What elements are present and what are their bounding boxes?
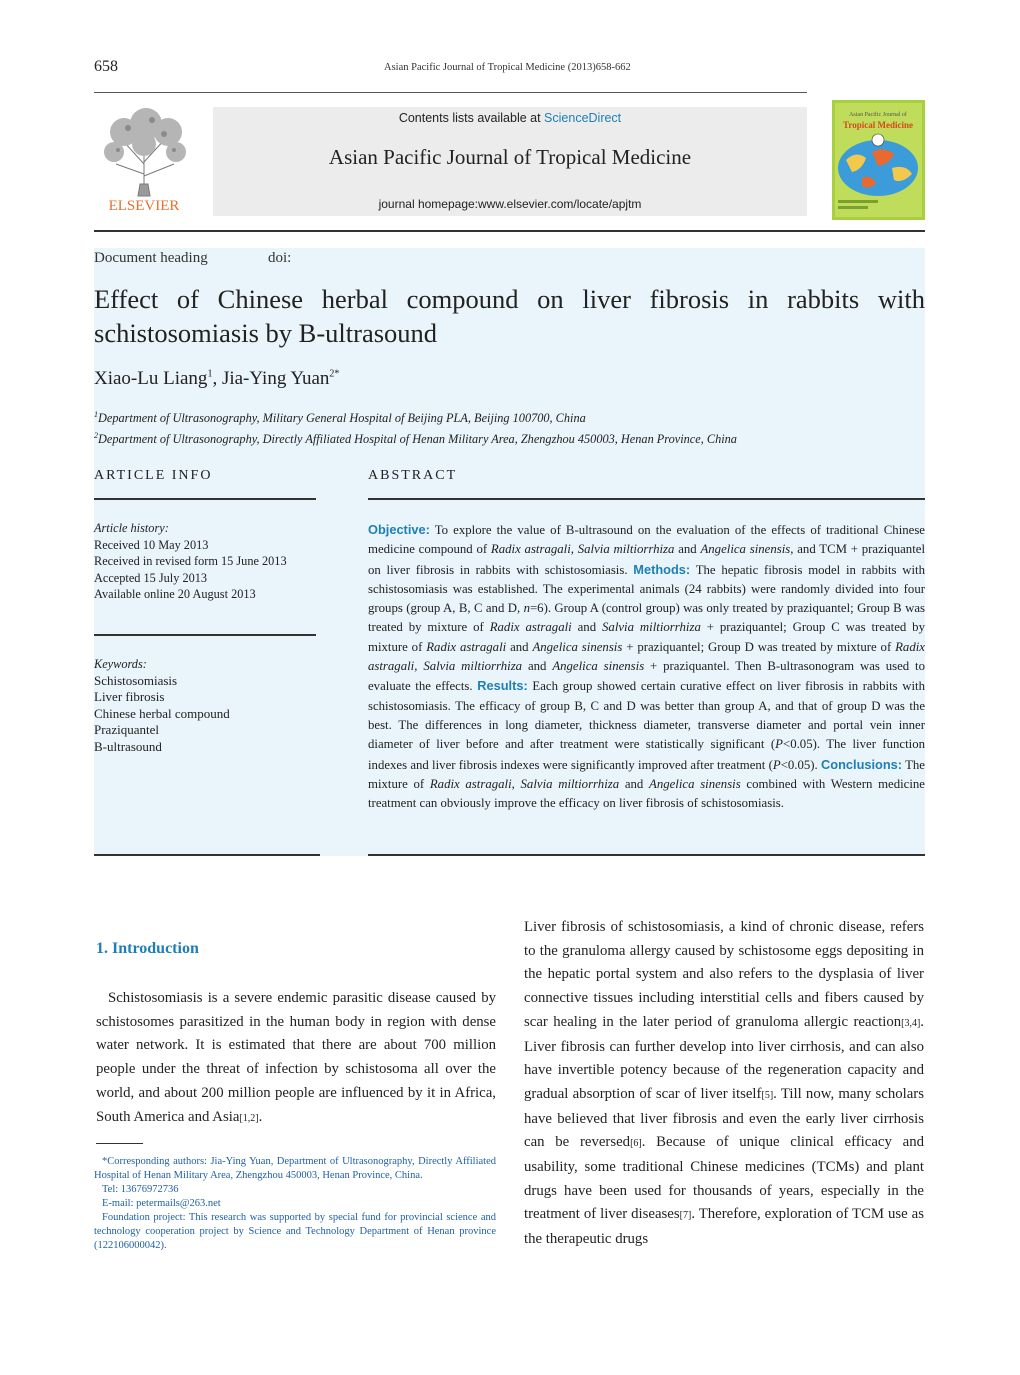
divider (368, 854, 925, 856)
keyword: Schistosomiasis (94, 672, 178, 688)
svg-text:Asian Pacific Journal of: Asian Pacific Journal of (849, 112, 907, 118)
elsevier-logo (94, 104, 194, 216)
keyword: Chinese herbal compound (94, 705, 230, 721)
divider (94, 854, 320, 856)
author-affiliation-mark: 2* (329, 368, 340, 380)
divider (94, 498, 316, 500)
article-info-label: ARTICLE INFO (94, 468, 213, 483)
history-heading: Article history: (94, 521, 169, 535)
abstract-text: Objective: To explore the value of B-ultrasound on the evaluation of the effects of traditional Chinese medicine compound of Radix astragali, Salvia miltiorrhiza and Angelica sinensis, and TCM + praziquantel on liver fibrosis in rabbits with schistosomiasis. Methods: The hepatic fibrosis model in rabbits with schistosomiasis was established. The experimental animals (24 rabbits) were randomly divided into four groups (group A, B, C and D, n=6). Group A (control group) was only treated by praziquantel; Group B was treated by mixture of Radix astragali and Salvia miltiorrhiza + praziquantel; Group C was treated by mixture of Radix astragali and Angelica sinensis + praziquantel; Group D was treated by mixture of Radix astragali, Salvia miltiorrhiza and Angelica sinensis + praziquantel. Then B-ultrasonogram was used to evaluate the effects. Results: Each group showed certain curative effect on liver fibrosis in rabbits with schistosomiasis. The efficacy of group B, C and D was better than group A, and that of group D was the best. The differences in long diameter, thickness diameter, transverse diameter and portal vein inner diameter of liver before and after treatment were statistically significant (P<0.05). The liver function indexes and liver fibrosis indexes were significantly improved after treatment (P<0.05). Conclusions: The mixture of Radix astragali, Salvia miltiorrhiza and Angelica sinensis combined with Western medicine treatment can obviously improve the efficacy on liver fibrosis of schistosomiasis. (368, 522, 925, 811)
citation-link[interactable]: [1,2] (239, 1112, 259, 1124)
article-history (94, 520, 287, 603)
objective-label: Objective: (368, 522, 430, 537)
sciencedirect-link[interactable]: ScienceDirect (544, 111, 622, 125)
contents-prefix: Contents lists available at (398, 111, 545, 125)
affiliation-2: $^2$Department of Ultrasonography, Directly Affiliated Hospital of Henan Military Area, Zhengzhou 450003, Henan Province, China (94, 431, 737, 447)
online-date: Available online 20 August 2013 (94, 587, 256, 601)
divider (368, 498, 925, 500)
footnote-rule (96, 1143, 143, 1144)
elsevier-tree-icon (94, 104, 194, 216)
svg-text:ELSEVIER: ELSEVIER (108, 198, 180, 214)
running-head: Asian Pacific Journal of Tropical Medicine (2013)658-662 (384, 62, 631, 73)
abstract-label: ABSTRACT (368, 468, 458, 483)
keywords (94, 656, 230, 755)
author-affiliation-mark: 1 (207, 368, 213, 380)
revised-date: Received in revised form 15 June 2013 (94, 554, 287, 568)
body-column-right: Liver fibrosis of schistosomiasis, a kind of chronic disease, refers to the granuloma allergy caused by schistosome eggs depositing in the hepatic portal system and also refers to the dysplasia of liver connective tissues including interstitial cells and fibers caused by scar healing in the later period of granuloma allergic reaction[3,4]. Liver fibrosis can further develop into liver cirrhosis, and can also have invertible potency because of the regeneration capacity and gradual absorption of scar of liver itself[5]. Till now, many scholars have believed that liver fibrosis and even the early liver cirrhosis can be reversed[6]. Because of unique clinical efficacy and usability, some traditional Chinese medicines (TCMs) and plant drugs have been used for thousands of years, especially in the treatment of liver diseases[7]. Therefore, exploration of TCM use as the therapeutic drugs (524, 919, 924, 1248)
document-heading: Document heading (94, 250, 208, 266)
citation-link[interactable]: [5] (761, 1089, 774, 1101)
page-number: 658 (94, 58, 118, 75)
footnotes (94, 1155, 496, 1253)
article-title: Effect of Chinese herbal compound on liver fibrosis in rabbits with schistosomiasis by B-ultrasound (94, 284, 925, 348)
contents-availability (213, 111, 807, 125)
methods-label: Methods: (633, 561, 691, 577)
affiliations (94, 406, 925, 448)
divider (94, 634, 316, 636)
accepted-date: Accepted 15 July 2013 (94, 570, 208, 585)
affiliation-1: $^1$Department of Ultrasonography, Military General Hospital of Beijing PLA, Beijing 100700, China (94, 410, 586, 426)
journal-homepage[interactable]: journal homepage:www.elsevier.com/locate/apjtm (378, 197, 642, 211)
conclusions-label: Conclusions: (821, 756, 903, 772)
citation-link[interactable]: [3,4] (901, 1017, 921, 1029)
header-rule (94, 92, 807, 93)
keyword: B-ultrasound (94, 738, 162, 754)
foundation-project-note: Foundation project: This research was supported by special fund for provincial science and technology cooperation project by Science and Technology Department of Henan province (122106000042). (94, 1212, 496, 1251)
doi-label: doi: (268, 250, 292, 266)
keywords-heading: Keywords: (94, 657, 147, 671)
banner-rule (94, 230, 925, 232)
email[interactable]: E-mail: petermails@263.net (102, 1198, 221, 1209)
article-front-matter (94, 248, 925, 856)
author-list: Xiao-Lu Liang$^1$, Jia-Ying Yuan$^{2*}$ (94, 368, 340, 389)
citation-link[interactable]: [6] (630, 1138, 642, 1150)
journal-banner (213, 107, 807, 216)
corresponding-author-note: *Corresponding authors: Jia-Ying Yuan, Department of Ultrasonography, Directly Affiliated Hospital of Henan Military Area, Zhengzhou 450003, Henan Province, China. (94, 1156, 496, 1181)
journal-title: Asian Pacific Journal of Tropical Medicine (328, 145, 692, 169)
results-label: Results: (477, 678, 528, 694)
journal-cover-image (832, 100, 925, 220)
section-heading-introduction: 1. Introduction (96, 940, 199, 957)
citation-link[interactable]: [7] (679, 1210, 692, 1222)
author-name: Jia-Ying Yuan (221, 368, 330, 389)
journal-cover (832, 100, 925, 220)
keyword: Liver fibrosis (94, 689, 165, 704)
svg-text:Tropical Medicine: Tropical Medicine (843, 120, 913, 130)
keyword: Praziquantel (94, 722, 159, 737)
author-name: Xiao-Lu Liang (94, 368, 208, 389)
received-date: Received 10 May 2013 (94, 537, 209, 552)
body-column-left: Schistosomiasis is a severe endemic parasitic disease caused by schistosomes parasitized in the human body in region with dense water network. It is estimated that there are about 700 million people under the threat of infection by schistosoma all over the world, and about 200 million people are influenced by it in Africa, South America and Asia[1,2]. (96, 990, 496, 1125)
telephone: Tel: 13676972736 (102, 1184, 179, 1195)
